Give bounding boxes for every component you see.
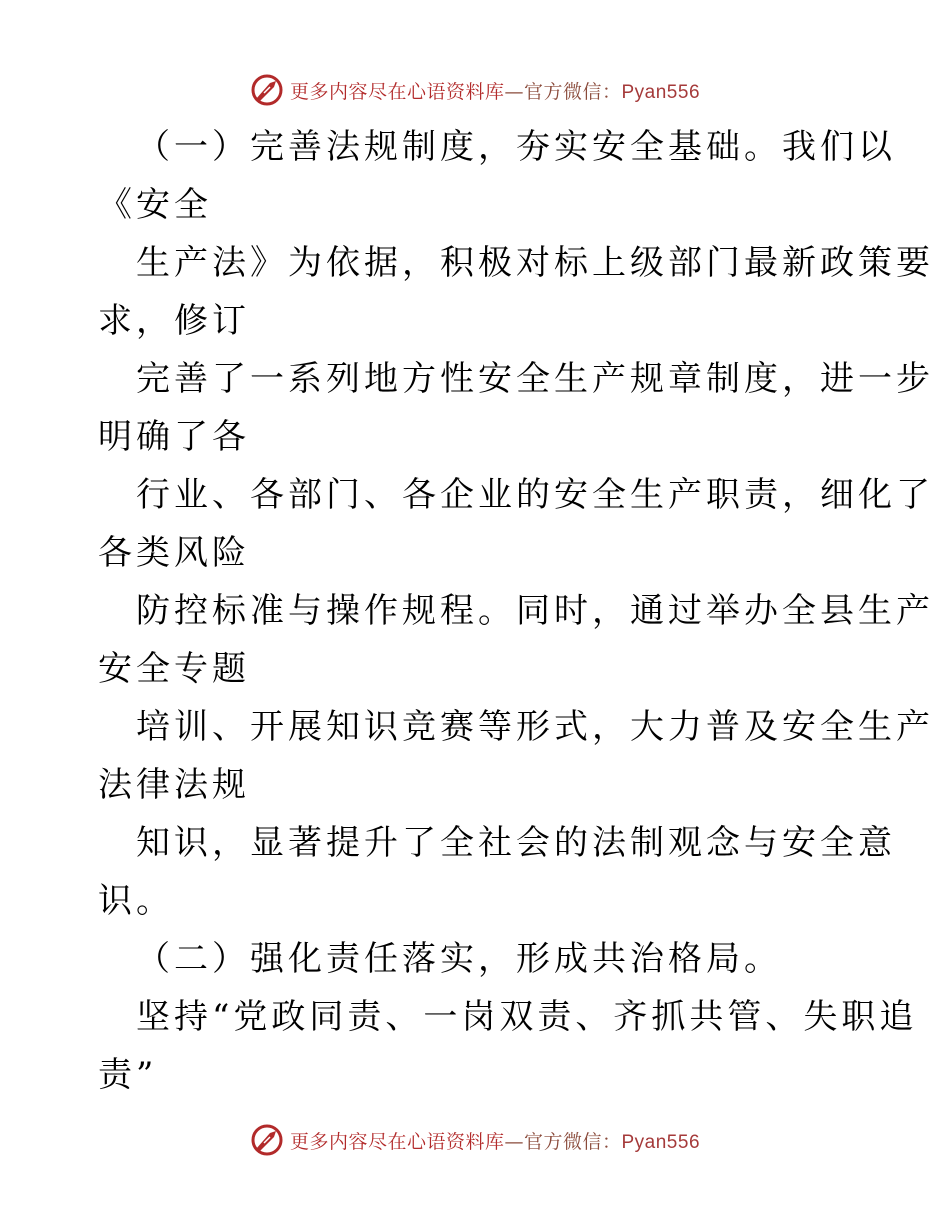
watermark-official: 官方微信：: [523, 1130, 622, 1153]
watermark-brand: 更多内容尽在心语资料库: [289, 80, 505, 103]
paragraph-line: 行业、各部门、各企业的安全生产职责，细化了: [136, 475, 934, 515]
quill-logo-icon: [250, 73, 284, 107]
paragraph-line: 坚持“党政同责、一岗双责、齐抓共管、失职追: [136, 997, 918, 1037]
watermark-dash: —: [504, 1130, 524, 1153]
paragraph-line: 明确了各: [98, 417, 250, 457]
watermark-official: 官方微信：: [523, 80, 622, 103]
watermark-account: Pyan556: [621, 81, 701, 103]
document-body: [98, 118, 934, 1104]
paragraph-line: 识。: [98, 881, 174, 921]
paragraph-line: 知识，显著提升了全社会的法制观念与安全意: [136, 823, 896, 863]
watermark-account: Pyan556: [621, 1131, 701, 1153]
paragraph-line: （一）完善法规制度，夯实安全基础。我们以: [136, 127, 896, 167]
footer-watermark: [0, 1120, 950, 1160]
watermark-text: [290, 1127, 700, 1154]
paragraph-line: 培训、开展知识竞赛等形式，大力普及安全生产: [136, 707, 934, 747]
watermark-brand: 更多内容尽在心语资料库: [289, 1130, 505, 1153]
paragraph-line: 完善了一系列地方性安全生产规章制度，进一步: [136, 359, 934, 399]
paragraph-line: （二）强化责任落实，形成共治格局。: [136, 939, 782, 979]
paragraph-line: 责”: [98, 1055, 158, 1095]
paragraph-line: 各类风险: [98, 533, 250, 573]
paragraph-line: 防控标准与操作规程。同时，通过举办全县生产: [136, 591, 934, 631]
paragraph-line: 法律法规: [98, 765, 250, 805]
paragraph-line: 生产法》为依据，积极对标上级部门最新政策要: [136, 243, 934, 283]
paragraph-line: 求，修订: [98, 301, 250, 341]
watermark-dash: —: [504, 80, 524, 103]
header-watermark: [0, 70, 950, 110]
paragraph-line: 安全专题: [98, 649, 250, 689]
watermark-text: [290, 77, 700, 104]
paragraph-line: 《安全: [98, 185, 212, 225]
quill-logo-icon: [250, 1123, 284, 1157]
